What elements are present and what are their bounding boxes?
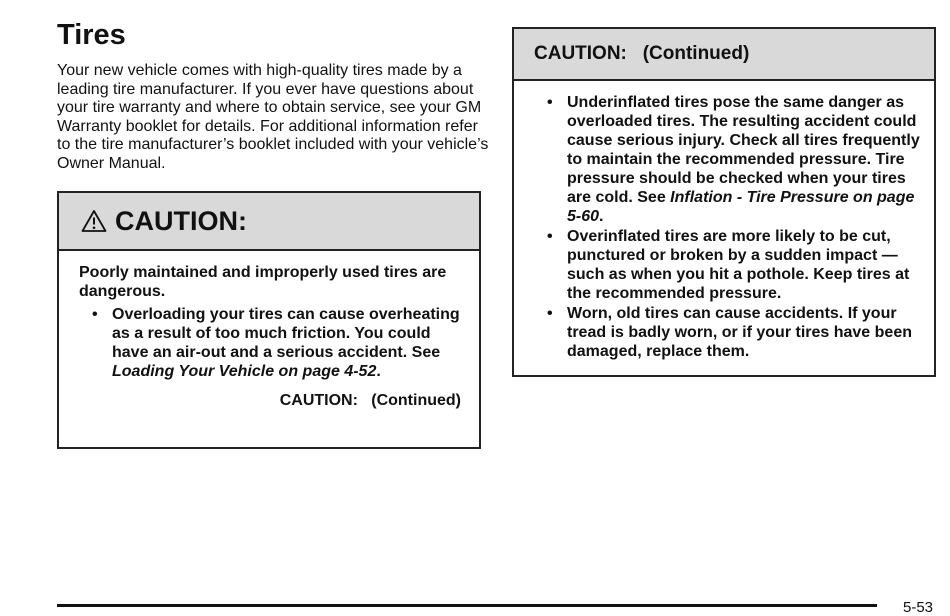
page-reference: Inflation - Tire Pressure on page 5-60 (567, 189, 915, 225)
bullet-item (79, 305, 461, 381)
bullet-text: Worn, old tires can cause accidents. If your tread is badly worn, or if your tires have been damaged, replace them. (567, 305, 912, 360)
bullet-text: Overinflated tires are more likely to be cut, punctured or broken by a sudden impact — such as when you hit a pothole. Keep tires at the recommended pressure. (567, 228, 910, 302)
bullet-end: . (376, 363, 381, 380)
bullet-text: Underinflated tires pose the same danger as overloaded tires. The resulting accident could cause serious injury. Check all tires frequently to maintain the recommended pressure. Tire pressure should be checked when your tires are cold. See (567, 94, 920, 206)
bullet-dot: • (547, 228, 553, 245)
continued-note: CAUTION: (Continued) (279, 392, 461, 409)
page-number: 5-53 (903, 599, 934, 616)
bullet-end: . (599, 208, 604, 225)
intro-paragraph: Your new vehicle comes with high-quality tires made by a leading tire manufacturer. If you ever have questions about your tire warranty and where to obtain service, see your GM Warranty booklet for details. For additional information refer to the tire manufacturer’s booklet included with your vehicle’s Owner Manual. (57, 62, 489, 172)
page-title: Tires (57, 19, 126, 51)
bullet-item (534, 304, 920, 361)
bullet-item (534, 227, 920, 303)
caution-body-left (59, 251, 479, 410)
caution-lead: Poorly maintained and improperly used tires are dangerous. (79, 264, 447, 300)
caution-box-right (512, 27, 936, 377)
bullet-dot: • (547, 94, 553, 111)
caution-header (59, 193, 479, 251)
bullet-dot: • (547, 305, 553, 322)
caution-bullet-list-left (79, 305, 461, 381)
bullet-item (534, 93, 920, 226)
caution-heading: CAUTION: (115, 205, 247, 236)
caution-bullet-list-right (534, 93, 920, 361)
warning-triangle-icon (81, 209, 107, 233)
bullet-text: Overloading your tires can cause overheating as a result of too much friction. You could have an air-out and a serious accident. See (112, 306, 460, 361)
page-reference: Loading Your Vehicle on page 4-52 (112, 363, 377, 380)
footer-rule (57, 604, 877, 607)
caution-body-right (514, 81, 934, 361)
bullet-dot: • (92, 306, 98, 323)
caution-continued-header: CAUTION: (Continued) (514, 29, 934, 81)
caution-box-left (57, 191, 481, 449)
